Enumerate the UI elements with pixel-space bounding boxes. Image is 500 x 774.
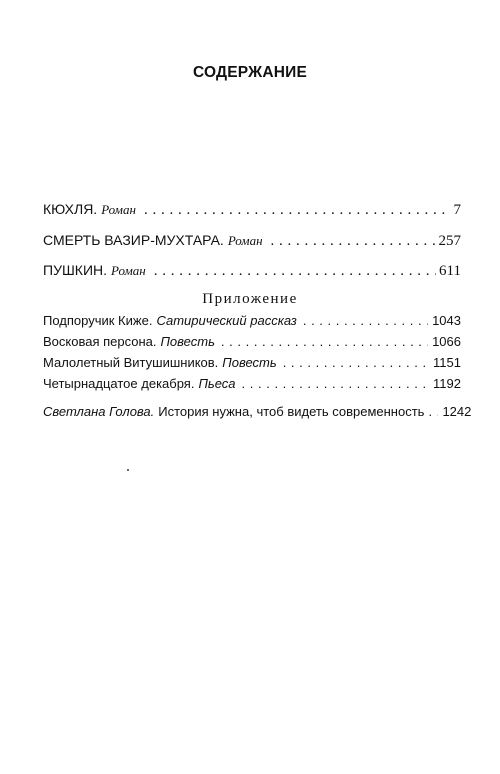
toc-entry-page: 7 bbox=[453, 202, 461, 218]
dot-leader bbox=[144, 202, 451, 219]
toc-entry-title: Подпоручик Киже. bbox=[43, 313, 153, 328]
toc-entry-title: ПУШКИН. bbox=[43, 262, 108, 278]
toc-entry-title: КЮХЛЯ. bbox=[43, 201, 98, 217]
toc-entry-title: Четырнадцатое декабря. bbox=[43, 376, 195, 391]
toc-entry-page: 611 bbox=[439, 263, 461, 279]
toc-entry-smert-vazir-mukhtara[interactable] bbox=[43, 232, 461, 250]
toc-entry-page: 1192 bbox=[433, 376, 461, 391]
appendix-heading: Приложение bbox=[202, 291, 298, 307]
toc-entry-page: 257 bbox=[438, 233, 461, 249]
toc-entry-genre: Сатирический рассказ bbox=[156, 313, 297, 328]
toc-entry-podporuchik-kizhe[interactable] bbox=[43, 313, 461, 328]
essay-author: Светлана Голова. bbox=[43, 404, 155, 419]
toc-entry-essay[interactable] bbox=[43, 404, 472, 419]
page-title: СОДЕРЖАНИЕ bbox=[192, 64, 308, 81]
essay-title: История нужна, чтоб видеть современность bbox=[158, 404, 425, 419]
toc-entry-pushkin[interactable] bbox=[43, 262, 461, 280]
toc-entry-page: 1066 bbox=[432, 334, 461, 349]
toc-entry-genre: Пьеса bbox=[198, 376, 236, 391]
toc-entry-genre: Роман bbox=[111, 263, 146, 278]
toc-entry-title: СМЕРТЬ ВАЗИР-МУХТАРА. bbox=[43, 232, 224, 248]
toc-entry-page: 1151 bbox=[433, 355, 461, 370]
toc-entry-chetyrnadtsatoe-dekabrya[interactable] bbox=[43, 376, 461, 391]
toc-entry-genre: Роман bbox=[101, 202, 136, 217]
dot-leader bbox=[154, 263, 436, 280]
toc-entry-page: 1043 bbox=[432, 313, 461, 328]
toc-entry-genre: Повесть bbox=[222, 355, 277, 370]
toc-entry-genre: Повесть bbox=[160, 334, 215, 349]
toc-entry-title: Малолетный Витушишников. bbox=[43, 355, 219, 370]
toc-entry-voskovaya-persona[interactable] bbox=[43, 334, 461, 349]
toc-entry-genre: Роман bbox=[227, 233, 263, 248]
dot-leader bbox=[428, 404, 438, 419]
dot-leader bbox=[271, 233, 436, 250]
dot-leader bbox=[283, 355, 429, 370]
toc-entry-maloletny-vitushishnikov[interactable] bbox=[43, 355, 461, 370]
toc-entry-kyukhlya[interactable] bbox=[43, 201, 461, 219]
print-speck bbox=[127, 469, 129, 471]
toc-entry-title: Восковая персона. bbox=[43, 334, 157, 349]
dot-leader bbox=[303, 313, 428, 328]
dot-leader bbox=[242, 376, 429, 391]
dot-leader bbox=[221, 334, 428, 349]
toc-entry-page: 1242 bbox=[442, 404, 472, 419]
